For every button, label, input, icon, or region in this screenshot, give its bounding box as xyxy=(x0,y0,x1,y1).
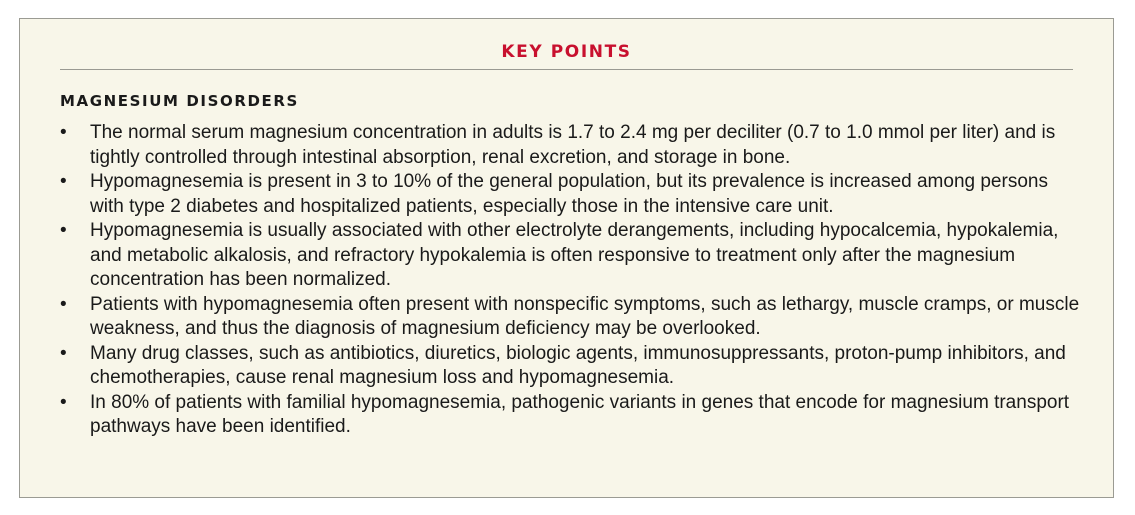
key-point-text: Many drug classes, such as antibiotics, diuretics, biologic agents, immunosuppressants, proton-pump inhibitors, and chemotherapies, cause renal magnesium loss and hypomagnesemia. xyxy=(90,342,1066,388)
key-point-text: Hypomagnesemia is usually associated with other electrolyte derangements, including hypocalcemia, hypokalemia, and metabolic alkalosis, and refractory hypokalemia is often responsive to treatment only after the magnesium concentration has been normalized. xyxy=(90,220,1059,290)
section-heading: MAGNESIUM DISORDERS xyxy=(60,92,299,110)
key-point-item xyxy=(60,121,1080,170)
key-point-item xyxy=(60,342,1080,391)
key-points-list xyxy=(60,121,1080,440)
key-point-text: In 80% of patients with familial hypomagnesemia, pathogenic variants in genes that encode for magnesium transport pathways have been identified. xyxy=(90,391,1070,437)
bullet-icon: • xyxy=(60,220,67,241)
bullet-icon: • xyxy=(60,171,67,192)
key-point-text: Patients with hypomagnesemia often present with nonspecific symptoms, such as lethargy, muscle cramps, or muscle weakness, and thus the diagnosis of magnesium deficiency may be overlooked. xyxy=(90,293,1080,339)
bullet-icon: • xyxy=(60,391,67,413)
bullet-icon: • xyxy=(60,122,67,143)
key-point-item xyxy=(60,170,1080,219)
key-point-text: The normal serum magnesium concentration in adults is 1.7 to 2.4 mg per deciliter (0.7 to 1.0 mmol per liter) and is tightly controlled through intestinal absorption, renal excretion, and storage in bone. xyxy=(90,122,1056,168)
key-point-item xyxy=(60,219,1080,293)
key-points-title: KEY POINTS xyxy=(501,42,632,62)
key-point-text: Hypomagnesemia is present in 3 to 10% of the general population, but its prevalence is increased among persons with type 2 diabetes and hospitalized patients, especially those in the intensive care unit. xyxy=(90,171,1048,217)
key-point-item xyxy=(60,391,1080,440)
bullet-icon: • xyxy=(60,342,67,364)
key-point-item xyxy=(60,293,1080,342)
key-points-box xyxy=(19,18,1114,498)
title-divider xyxy=(60,69,1073,70)
bullet-icon: • xyxy=(60,293,67,315)
